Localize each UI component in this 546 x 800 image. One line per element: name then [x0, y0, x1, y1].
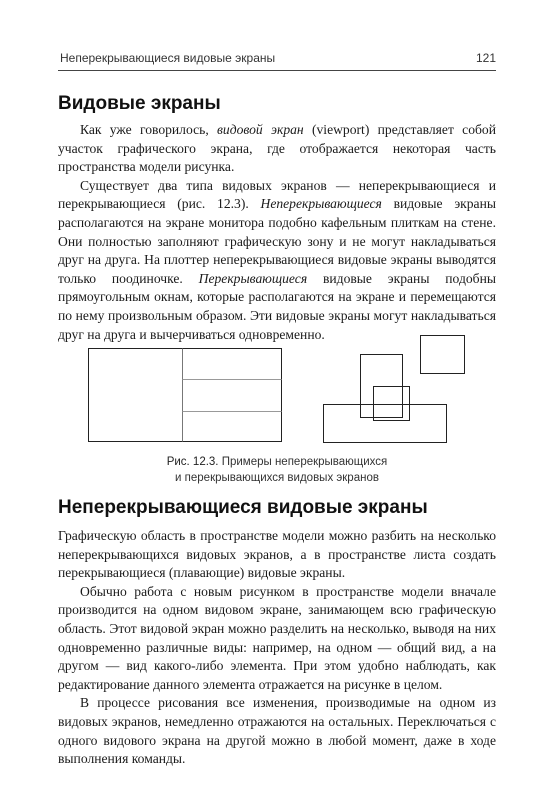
- floating-viewport: [374, 387, 410, 421]
- paragraph: В процессе рисования все изменения, производимые на одном из видовых экранов, немедленно отражаются на остальных. Переключаться с одного видового экрана на другой можно в любой момент, даже в ходе выполнения команды.: [58, 695, 496, 767]
- text-run: Как уже говорилось,: [80, 122, 218, 137]
- emphasis-term: видовой экран: [217, 122, 304, 137]
- floating-viewport: [324, 405, 447, 443]
- overlapping-viewports: [324, 336, 465, 443]
- running-header: [58, 50, 496, 68]
- tiled-viewport-frame: [89, 349, 282, 442]
- paragraph: [58, 177, 496, 344]
- text-run: Существует два типа видовых экранов — неперекрывающиеся и перекрывающиеся (рис. 12.3).: [58, 177, 496, 212]
- tiled-viewports: [89, 349, 282, 442]
- emphasis-term: Неперекрывающиеся: [260, 196, 382, 212]
- figure-caption: [58, 454, 496, 486]
- caption-text: Примеры неперекрывающихся: [221, 456, 388, 468]
- viewports-illustration: [58, 330, 496, 450]
- text-run: (viewport) представляет собой участок графического экрана, где отображается некоторая часть пространства модели рисунка.: [58, 122, 496, 175]
- text-run: видовые экраны подобны прямоугольным окнам, которые располагаются на экране и перемещаются по нему произвольным образом. Эти видовые экраны могут накладываться друг на друга и вычерчиваться одновременно.: [58, 270, 496, 342]
- floating-viewport: [421, 336, 465, 374]
- header-rule: [58, 70, 496, 71]
- page-number: 121: [475, 51, 496, 65]
- caption-line: и перекрывающихся видовых экранов: [175, 472, 379, 484]
- caption-line: [58, 454, 496, 470]
- section1-body: [58, 121, 496, 344]
- running-header-title: Неперекрывающиеся видовые экраны: [60, 51, 276, 65]
- figure-12-3: [58, 330, 496, 450]
- caption-label: Рис. 12.3.: [166, 456, 219, 468]
- section-heading-viewports: Видовые экраны: [58, 93, 221, 114]
- emphasis-term: Перекрывающиеся: [198, 270, 308, 286]
- paragraph: [58, 121, 496, 177]
- paragraph: Обычно работа с новым рисунком в пространстве модели вначале производится на одном видовом экране, занимающем всю графическую область. Этот видовой экран можно разделить на несколько, выводя на них одновременно различные виды: например, на одном — общий вид, а на другом — вид какого-либо элемента. При этом удобно наблюдать, как редактирование данного элемента отражается на рисунке в целом.: [58, 583, 496, 692]
- text-run: видовые экраны располагаются на экране монитора подобно кафельным плиткам на стене. Они полностью заполняют графическую зону и не могут накладываться друг на друга. На плоттер неперекрывающиеся видовые экраны выводятся только поодиночке.: [58, 196, 496, 286]
- section-heading-nonoverlapping: Неперекрывающиеся видовые экраны: [58, 497, 428, 518]
- section2-body: [58, 527, 496, 769]
- paragraph: Графическую область в пространстве модели можно разбить на несколько неперекрывающихся видовых экранов, а в пространстве листа создать перекрывающиеся (плавающие) видовые экраны.: [58, 528, 496, 581]
